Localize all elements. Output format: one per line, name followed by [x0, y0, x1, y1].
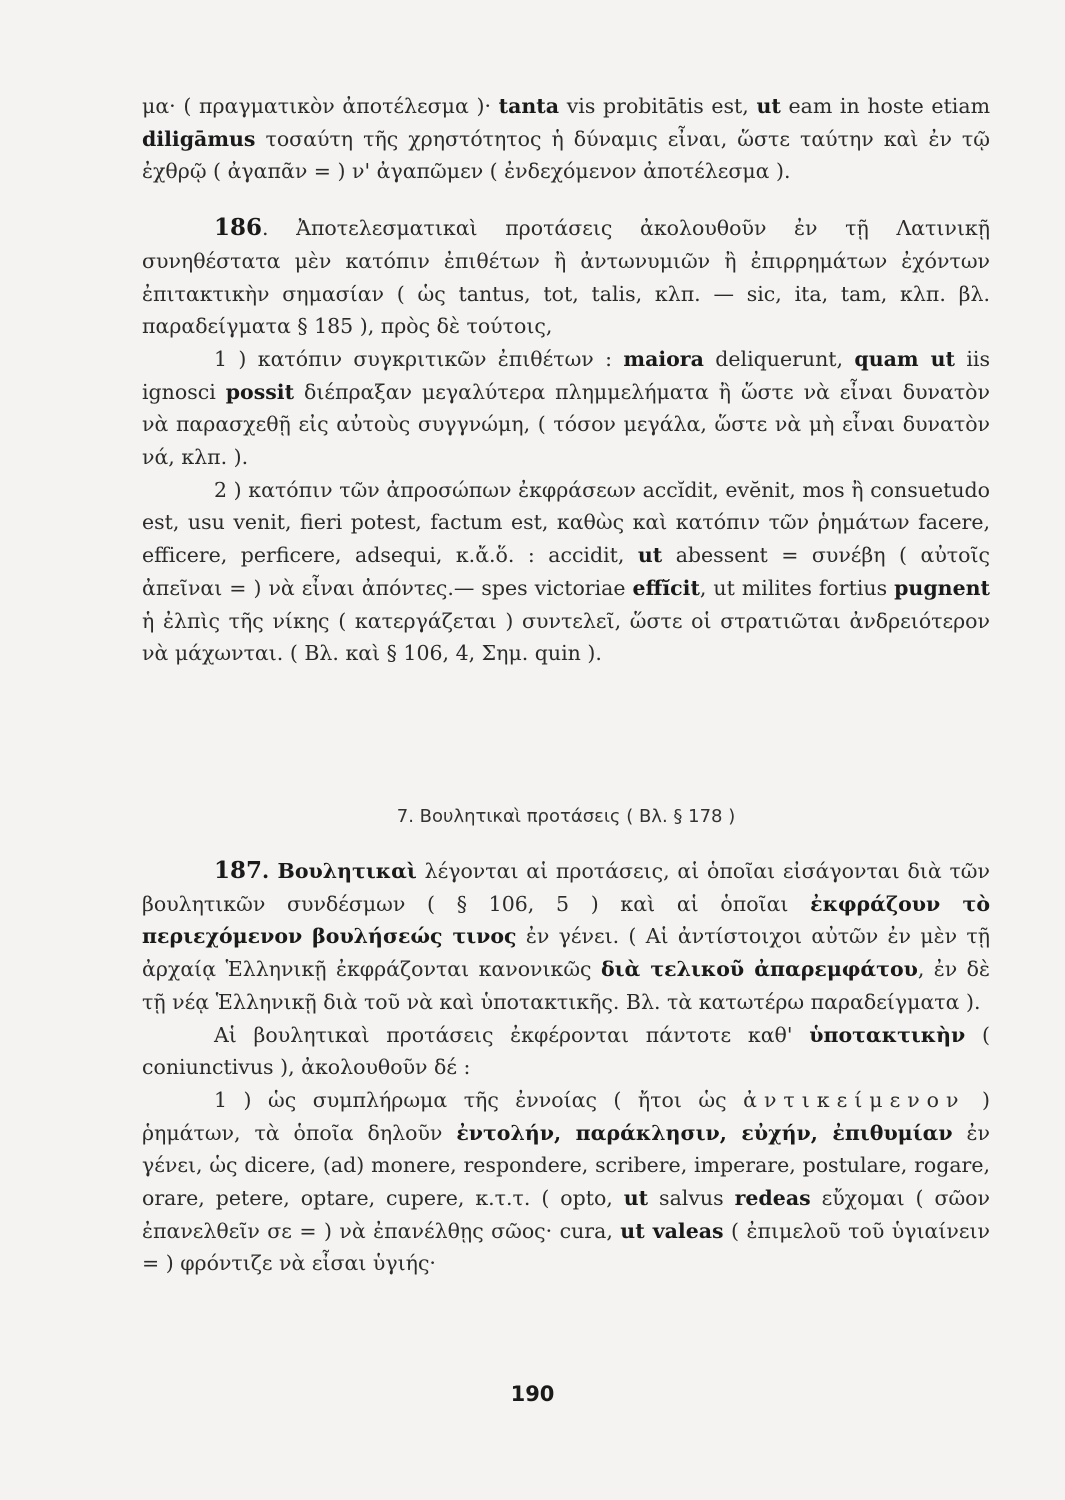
section-number-187: 187 [214, 857, 263, 884]
section-heading: 7. Βουλητικαὶ προτάσεις ( Βλ. § 178 ) [396, 806, 736, 827]
paragraph-continuation: μα· ( πραγματικὸν ἀποτέλεσμα )· tanta vis probitātis est, ut eam in hoste etiam diligāmus τοσαύτη τῆς χρηστότητος ἡ δύναμις εἶναι, ὥστε ταύτην καὶ ἐν τῷ ἐχθρῷ ( ἀγαπᾶν = ) ν' ἀγαπῶμεν ( ἐνδεχόμενον ἀποτέλεσμα ). [142, 94, 991, 184]
paragraph-186-item-1: 1 ) κατόπιν συγκριτικῶν ἐπιθέτων : maiora deliquerunt, quam ut iis ignosci possit διέπραξαν μεγαλύτερα πλημμελήματα ἢ ὥστε νὰ εἶναι δυνατὸν νὰ παρασχεθῇ εἰς αὐτοὺς συγγνώμη, ( τόσον μεγάλα, ὥστε νὰ μὴ εἶναι δυνατὸν νά, κλπ. ). [142, 346, 990, 470]
paragraph-186-item-2: 2 ) κατόπιν τῶν ἀπροσώπων ἐκφράσεων accĭdit, evĕnit, mos ἢ consuetudo est, usu venit, fieri potest, factum est, καθὼς καὶ κατόπιν τῶν ῥημάτων facere, efficere, perficere, adsequi, κ.ἄ.ὅ. : accidit, ut abessent = συνέβη ( αὐτοῖς ἀπεῖναι = ) νὰ εἶναι ἀπόντες.— spes victoriae effĭcit, ut milites fortius pugnent ἡ ἐλπὶς τῆς νίκης ( κατεργάζεται ) συντελεῖ, ὥστε οἱ στρατιῶται ἀνδρειότερον νὰ μάχωνται. ( Βλ. καὶ § 106, 4, Σημ. quin ). [142, 477, 990, 666]
section-number-186: 186 [214, 214, 263, 242]
paragraph-186: 186. Ἀποτελεσματικαὶ προτάσεις ἀκολουθοῦν ἐν τῇ Λατινικῇ συνηθέστατα μὲν κατόπιν ἐπιθέτων ἢ ἀντωνυμιῶν ἢ ἐπιρρημάτων ἐχόντων ἐπιτακτικὴν σημασίαν ( ὡς tantus, tot, talis, κλπ. — sic, ita, tam, κλπ. βλ. παραδείγματα § 185 ), πρὸς δὲ τούτοις, [142, 214, 990, 339]
body-text-top [142, 90, 990, 670]
paragraph-187-b: Αἱ βουλητικαὶ προτάσεις ἐκφέρονται πάντοτε καθ' ὑποτακτικὴν ( coniunctivus ), ἀκολουθοῦν δέ : [142, 1022, 990, 1080]
page-number: 190 [510, 1382, 555, 1406]
paragraph-187: 187. Βουλητικαὶ λέγονται αἱ προτάσεις, αἱ ὁποῖαι εἰσάγονται διὰ τῶν βουλητικῶν συνδέσμων ( § 106, 5 ) καὶ αἱ ὁποῖαι ἐκφράζουν τὸ περιεχόμενον βουλήσεώς τινος ἐν γένει. ( Αἱ ἀντίστοιχοι αὐτῶν ἐν μὲν τῇ ἀρχαίᾳ Ἑλληνικῇ ἐκφράζονται κανονικῶς διὰ τελικοῦ ἀπαρεμφάτου, ἐν δὲ τῇ νέᾳ Ἑλληνικῇ διὰ τοῦ νὰ καὶ ὑποτακτικῆς. Βλ. τὰ κατωτέρω παραδείγματα ). [142, 857, 990, 1014]
body-text-bottom [142, 855, 990, 1280]
paragraph-187-item-1: 1 ) ὡς συμπλήρωμα τῆς ἐννοίας ( ἤτοι ὡς ἀντικείμενον ) ῥημάτων, τὰ ὁποῖα δηλοῦν ἐντολήν, παράκλησιν, εὐχήν, ἐπιθυμίαν ἐν γένει, ὡς dicere, (ad) monere, respondere, scribere, imperare, postulare, rogare, orare, petere, optare, cupere, κ.τ.τ. ( opto, ut salvus redeas εὔχομαι ( σῶον ἐπανελθεῖν σε = ) νὰ ἐπανέλθῃς σῶος· cura, ut valeas ( ἐπιμελοῦ τοῦ ὑγιαίνειν = ) φρόντιζε νὰ εἶσαι ὑγιής· [142, 1087, 990, 1276]
